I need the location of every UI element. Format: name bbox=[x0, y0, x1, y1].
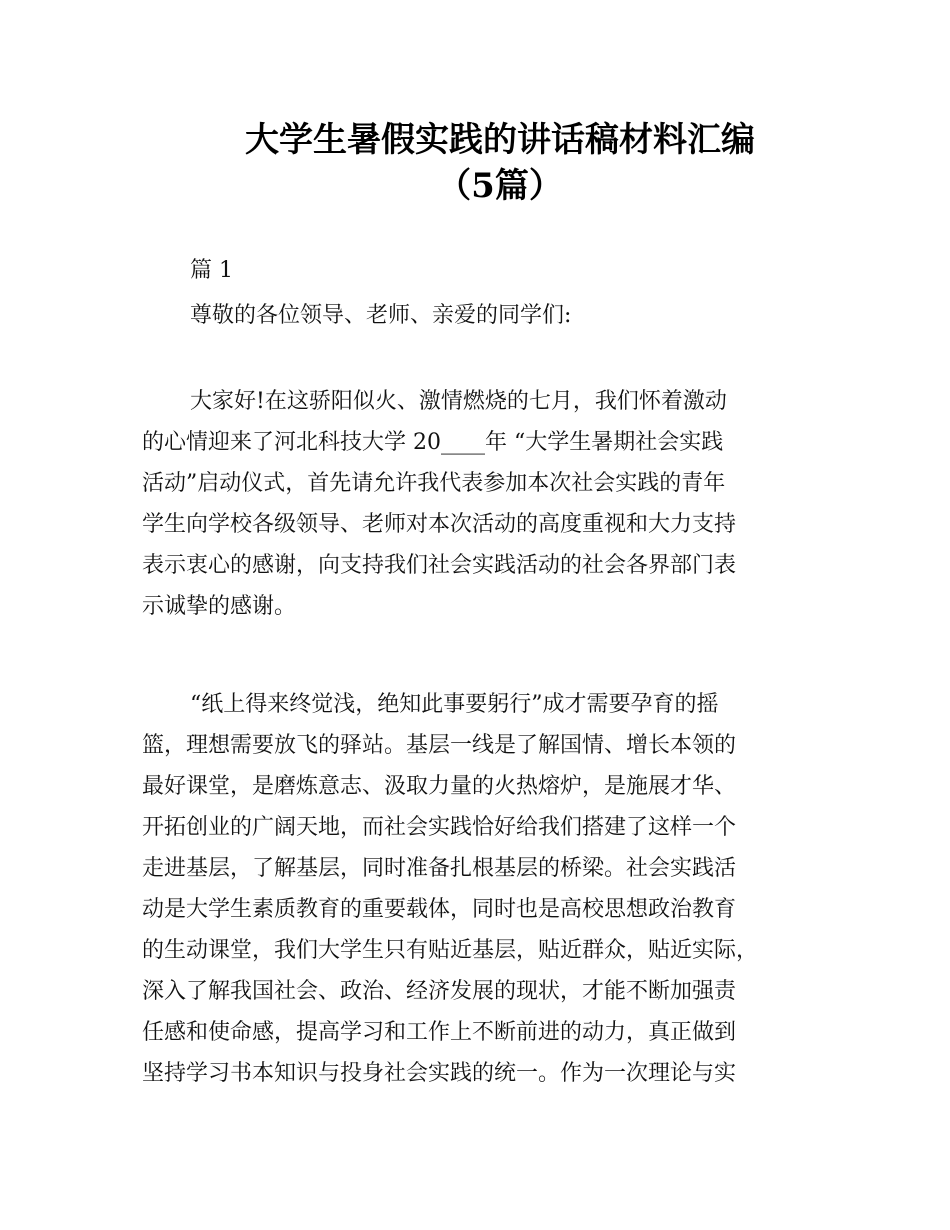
paragraph-line: “纸上得来终觉浅，绝知此事要躬行”成才需要孕育的摇 bbox=[190, 692, 719, 717]
greeting bbox=[142, 295, 832, 336]
paragraph-line: 最好课堂，是磨炼意志、汲取力量的火热熔炉，是施展才华、 bbox=[142, 774, 737, 799]
paragraph-line: 篮，理想需要放飞的驿站。基层一线是了解国情、增长本领的 bbox=[142, 733, 737, 758]
paragraph-line: 深入了解我国社会、政治、经济发展的现状，才能不断加强责 bbox=[142, 979, 737, 1004]
greeting-text: 尊敬的各位领导、老师、亲爱的同学们: bbox=[190, 303, 572, 328]
paragraph-line: 学生向学校各级领导、老师对本次活动的高度重视和大力支持 bbox=[142, 512, 737, 537]
paragraph-line: 大家好!在这骄阳似火、激情燃烧的七月，我们怀着激动 bbox=[190, 389, 727, 414]
paragraph-line: 动是大学生素质教育的重要载体，同时也是高校思想政治教育 bbox=[142, 897, 737, 922]
paragraph-line: 开拓创业的广阔天地，而社会实践恰好给我们搭建了这样一个 bbox=[142, 815, 737, 840]
paragraph-line: 坚持学习书本知识与投身社会实践的统一。作为一次理论与实 bbox=[142, 1061, 737, 1086]
paragraph-line: 表示衷心的感谢，向支持我们社会实践活动的社会各界部门表 bbox=[142, 553, 737, 578]
section-label-text: 篇 1 bbox=[190, 258, 233, 283]
paragraph-1 bbox=[142, 381, 832, 627]
section-label bbox=[142, 250, 832, 291]
paragraph-line: 走进基层，了解基层，同时准备扎根基层的桥梁。社会实践活 bbox=[142, 856, 737, 881]
paragraph-line: 示诚挚的感谢。 bbox=[142, 594, 297, 619]
document-title-line2: （5篇） bbox=[437, 166, 563, 206]
paragraph-line: 活动”启动仪式，首先请允许我代表参加本次社会实践的青年 bbox=[142, 471, 726, 496]
paragraph-line: 的心情迎来了河北科技大学 20____年 “大学生暑期社会实践 bbox=[142, 430, 724, 455]
paragraph-line: 的生动课堂，我们大学生只有贴近基层，贴近群众，贴近实际， bbox=[142, 938, 759, 963]
paragraph-line: 任感和使命感，提高学习和工作上不断前进的动力，真正做到 bbox=[142, 1020, 737, 1045]
document-title-line1: 大学生暑假实践的讲话稿材料汇编 bbox=[245, 120, 755, 160]
paragraph-2 bbox=[142, 684, 832, 1094]
